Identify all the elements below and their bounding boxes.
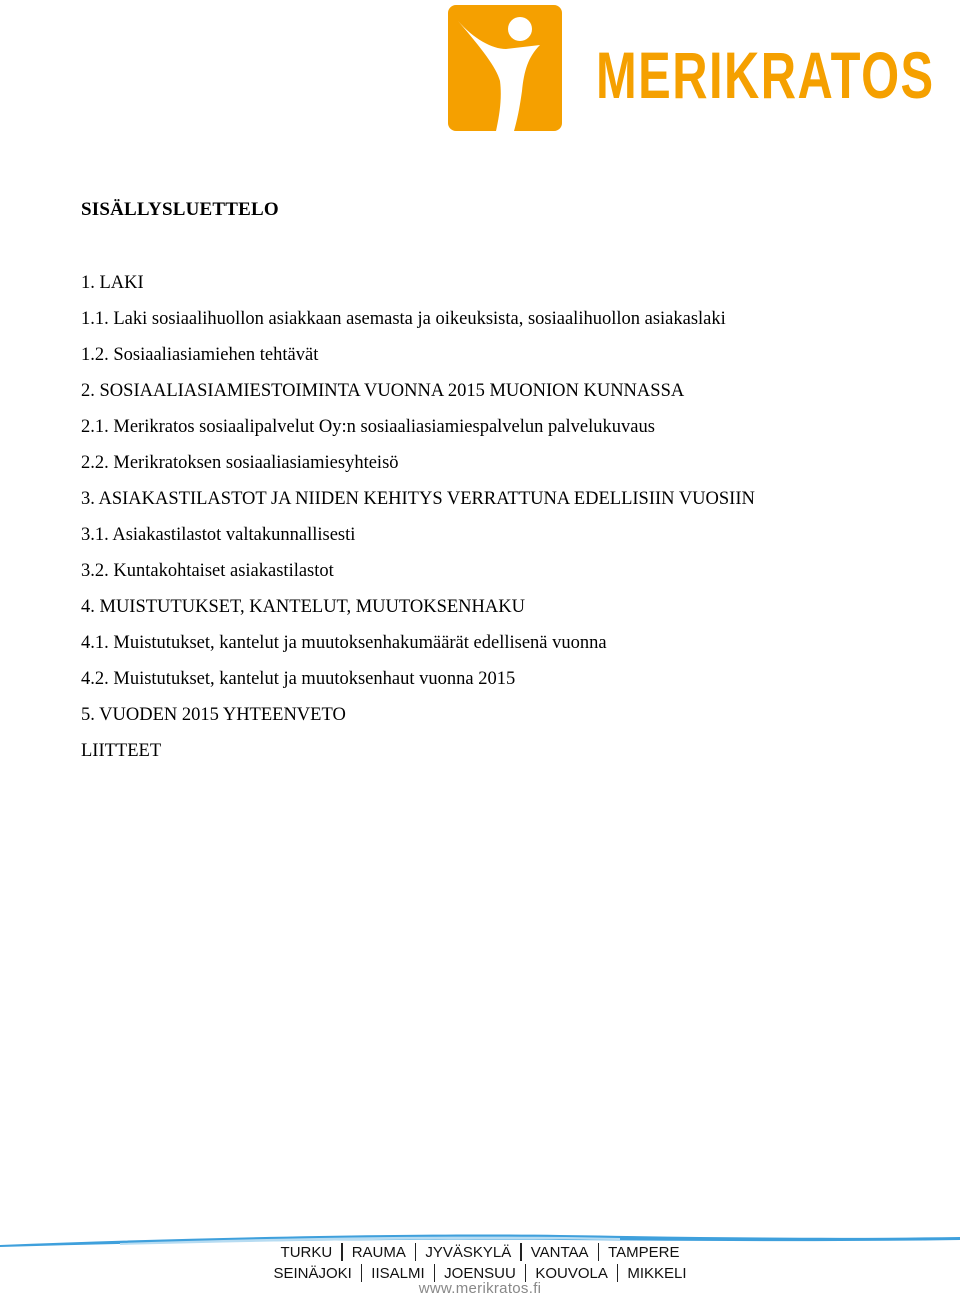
toc-item: 3. ASIAKASTILASTOT JA NIIDEN KEHITYS VERRATTUNA EDELLISIIN VUOSIIN xyxy=(81,489,755,509)
footer-city: VANTAA xyxy=(530,1244,589,1261)
toc-item: 5. VUODEN 2015 YHTEENVETO xyxy=(81,705,346,725)
footer-city: JOENSUU xyxy=(444,1265,516,1282)
footer-city: MIKKELI xyxy=(627,1265,687,1282)
toc-item: 2.2. Merikratoksen sosiaaliasiamiesyhteisö xyxy=(81,453,399,473)
person-figure-icon xyxy=(448,5,562,131)
footer-city: TAMPERE xyxy=(608,1244,680,1261)
toc-item: 3.1. Asiakastilastot valtakunnallisesti xyxy=(81,525,356,545)
toc-item: 4. MUISTUTUKSET, KANTELUT, MUUTOKSENHAKU xyxy=(81,597,525,617)
footer-website-link[interactable]: www.merikratos.fi xyxy=(418,1280,542,1297)
footer-city: RAUMA xyxy=(351,1244,406,1261)
footer-city: TURKU xyxy=(280,1244,333,1261)
toc-title: SISÄLLYSLUETTELO xyxy=(81,199,279,220)
toc-item: LIITTEET xyxy=(81,741,162,761)
toc-item: 4.1. Muistutukset, kantelut ja muutoksenhakumäärät edellisenä vuonna xyxy=(81,633,607,653)
footer-separator xyxy=(520,1243,522,1261)
company-logo xyxy=(448,5,935,133)
footer-separator xyxy=(341,1243,343,1261)
toc-item: 1.2. Sosiaaliasiamiehen tehtävät xyxy=(81,345,319,365)
footer-cities-row-1 xyxy=(0,1243,960,1261)
footer-city: KOUVOLA xyxy=(535,1265,608,1282)
brand-name: MERIKRATOS xyxy=(596,38,935,112)
toc-item: 1. LAKI xyxy=(81,273,144,293)
table-of-contents xyxy=(81,270,755,774)
footer-separator xyxy=(598,1243,600,1261)
toc-item: 4.2. Muistutukset, kantelut ja muutoksenhaut vuonna 2015 xyxy=(81,669,516,689)
footer-city: JYVÄSKYLÄ xyxy=(425,1244,512,1261)
footer-city: IISALMI xyxy=(371,1265,425,1282)
toc-item: 2.1. Merikratos sosiaalipalvelut Oy:n sosiaaliasiamiespalvelun palvelukuvaus xyxy=(81,417,655,437)
toc-item: 1.1. Laki sosiaalihuollon asiakkaan asemasta ja oikeuksista, sosiaalihuollon asiakaslaki xyxy=(81,309,726,329)
toc-item: 2. SOSIAALIASIAMIESTOIMINTA VUONNA 2015 MUONION KUNNASSA xyxy=(81,381,685,401)
footer-city: SEINÄJOKI xyxy=(273,1265,352,1282)
footer-separator xyxy=(415,1243,417,1261)
toc-item: 3.2. Kuntakohtaiset asiakastilastot xyxy=(81,561,334,581)
